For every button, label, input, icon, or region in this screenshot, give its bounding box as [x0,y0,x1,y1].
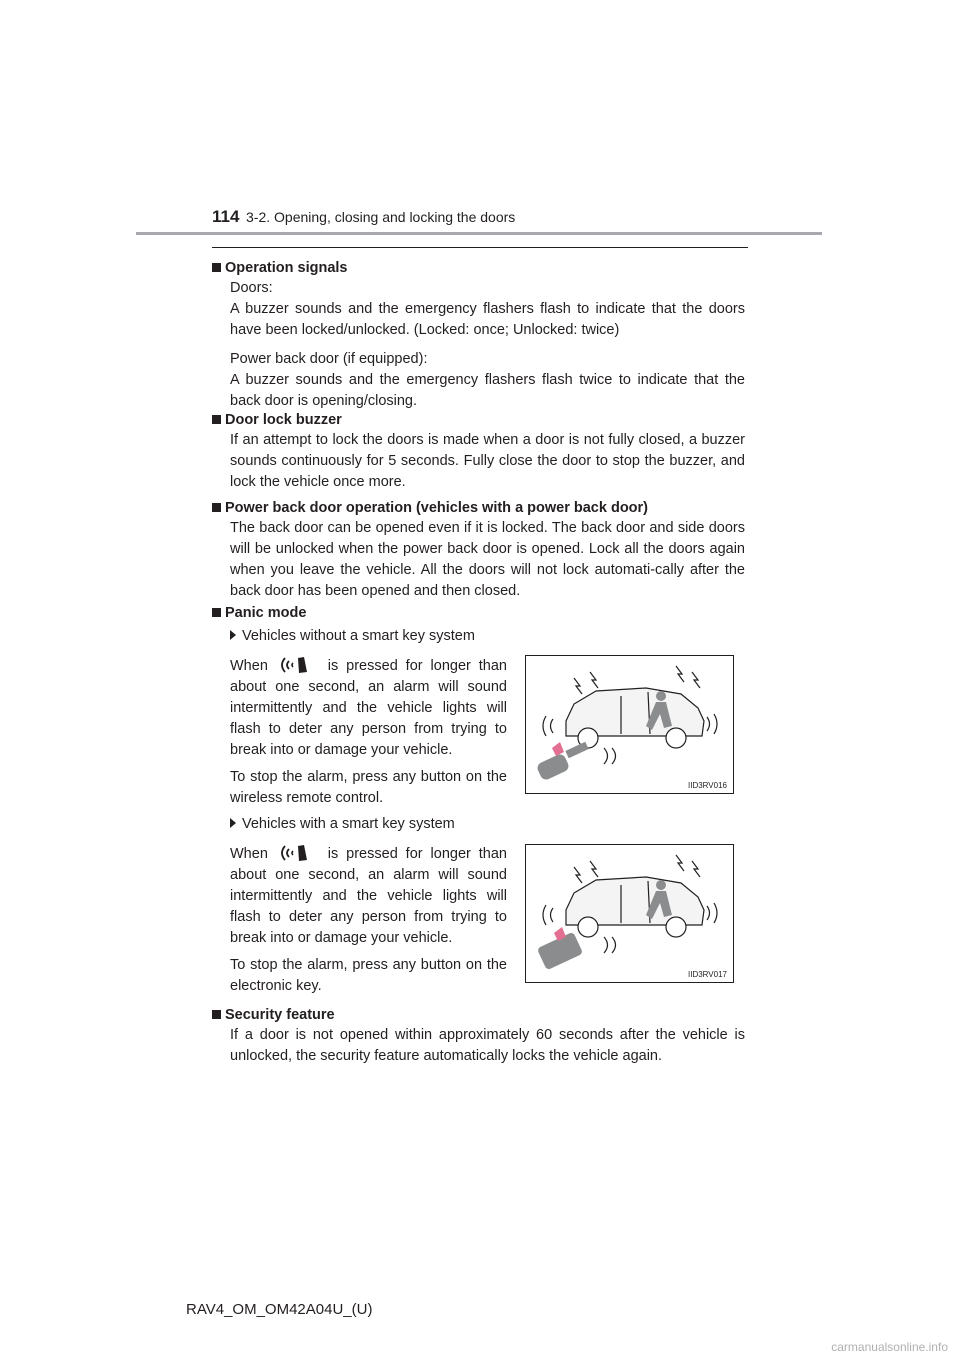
panic-description: When is pressed for longer than about one second, an alarm will sound intermittently and the vehicle lights will flash to deter any person from trying to break into or damage your vehicle. [230,846,508,946]
power-back-door-text: The back door can be opened even if it is locked. The back door and side doors will be unlocked when the power back door is opened. Lock all the doors again when you leave the vehicle. All the doors will not lock automati-cally after the back door has been opened and then closed. [230,520,745,599]
power-back-door-heading: Power back door operation (vehicles with a power back door) [212,500,648,516]
arrow-right-icon [230,630,236,640]
watermark: carmanualsonline.info [831,1340,948,1354]
page-number: 114 [212,207,240,226]
operation-signals-heading: Operation signals [212,260,347,276]
stop-alarm-text: To stop the alarm, press any button on the electronic key. [230,957,507,994]
figure-code: IID3RV016 [688,781,727,790]
section-title: 3-2. Opening, closing and locking the doors [246,209,516,225]
power-back-door-label: Power back door (if equipped): [230,351,428,367]
panic-alarm-figure [525,655,734,794]
car-alarm-illustration [526,845,733,982]
power-back-door-text: A buzzer sounds and the emergency flashers flash twice to indicate that the back door is opening/closing. [230,372,745,409]
square-bullet-icon [212,608,221,617]
panic-button-icon [276,656,320,674]
security-feature-text: If a door is not opened within approximately 60 seconds after the vehicle is unlocked, the security feature automatically locks the vehicle again. [230,1027,745,1064]
doors-label: Doors: [230,280,273,296]
square-bullet-icon [212,415,221,424]
square-bullet-icon [212,503,221,512]
panic-mode-heading: Panic mode [212,605,306,621]
door-lock-buzzer-text: If an attempt to lock the doors is made when a door is not fully closed, a buzzer sounds continuously for 5 seconds. Fully close the door to stop the buzzer, and lock the vehicle once more. [230,432,745,490]
model-code: RAV4_OM_OM42A04U_(U) [186,1301,373,1318]
panic-description: When is pressed for longer than about one second, an alarm will sound intermittently and the vehicle lights will flash to deter any person from trying to break into or damage your vehicle. [230,658,508,758]
square-bullet-icon [212,1010,221,1019]
panic-alarm-smart-key-figure [525,844,734,983]
security-feature-heading: Security feature [212,1007,335,1023]
doors-text: A buzzer sounds and the emergency flashers flash to indicate that the doors have been locked/unlocked. (Locked: once; Unlocked: twice) [230,301,745,338]
with-smart-key-body [230,844,507,997]
without-smart-key-body [230,656,507,809]
door-lock-buzzer-heading: Door lock buzzer [212,412,342,428]
arrow-right-icon [230,818,236,828]
content-rule [212,247,748,248]
car-alarm-illustration [526,656,733,793]
panic-button-icon [276,844,320,862]
figure-code: IID3RV017 [688,970,727,979]
header-rule [136,232,822,235]
stop-alarm-text: To stop the alarm, press any button on the wireless remote control. [230,769,507,806]
operation-signals-body [230,278,745,412]
without-smart-key-label: Vehicles without a smart key system [230,628,475,644]
square-bullet-icon [212,263,221,272]
with-smart-key-label: Vehicles with a smart key system [230,816,455,832]
